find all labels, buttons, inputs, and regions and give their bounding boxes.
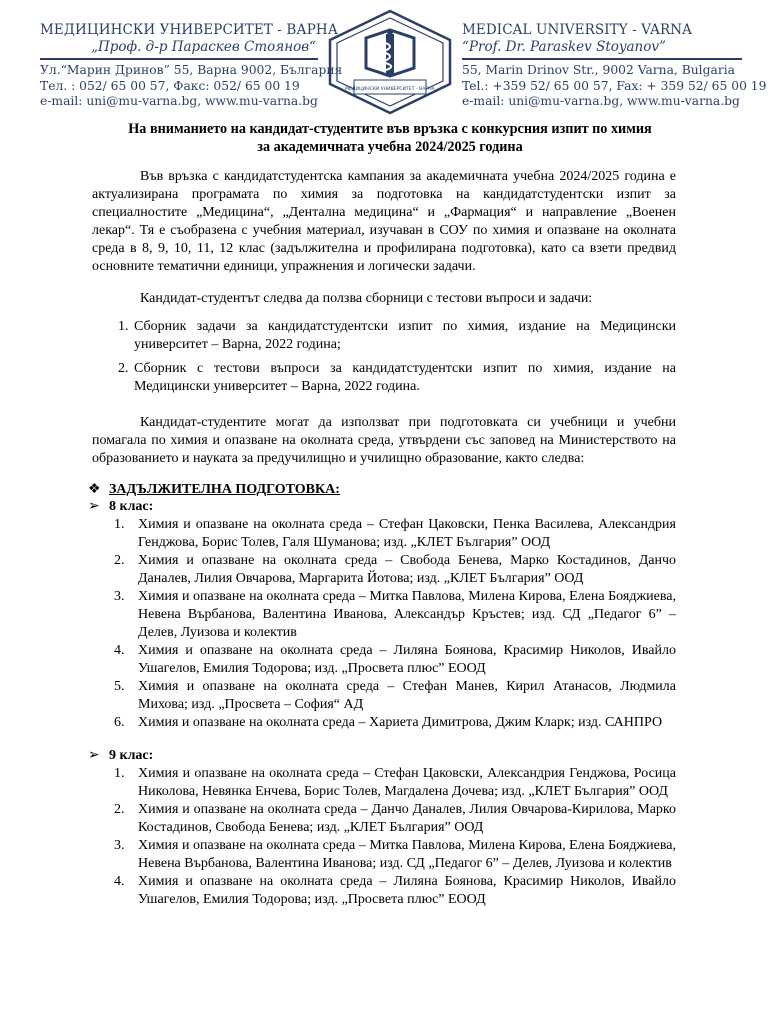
phones-bg: Тел. : 052/ 65 00 57, Факс: 052/ 65 00 19	[40, 78, 300, 93]
list-item-text: Химия и опазване на околната среда – Митка Павлова, Милена Кирова, Елена Бояджиева, Невена Върбанова, Валентина Иванова, Александър Кръстев; изд. СД „Педагог 6” – Делев, Луизова и колектив	[138, 589, 676, 640]
list-item-number: 4.	[114, 874, 125, 889]
list-item-text: Химия и опазване на околната среда – Свобода Бенева, Марко Костадинов, Данчо Даналев, Лилия Овчарова, Маргарита Йотова; изд. „КЛЕТ България” ООД	[138, 553, 676, 586]
email-bg: e-mail: uni@mu-varna.bg, www.mu-varna.bg	[40, 94, 318, 108]
grade-8-heading	[88, 498, 153, 516]
list-item-text: Химия и опазване на околната среда – Стефан Цаковски, Пенка Василева, Александрия Генджова, Борис Толев, Галя Шуманова; изд. „КЛЕТ България” ООД	[138, 517, 676, 550]
textbooks-intro: Кандидат-студентите могат да използват при подготовката си учебници и учебни помагала по химия и опазване на околната среда, утвърдени със заповед на Министерството на образованието и науката за предучилищно и училищно образование, както следва:	[92, 415, 676, 466]
letterhead-bulgarian	[40, 22, 343, 110]
university-name-bg: МЕДИЦИНСКИ УНИВЕРСИТЕТ - ВАРНА	[40, 22, 339, 38]
collections-list	[92, 318, 676, 402]
letterhead-rule-right	[462, 58, 742, 60]
letterhead-english	[462, 22, 767, 110]
intro-paragraph: Във връзка с кандидатстудентска кампания за академичната учебна 2024/2025 година е актуализирана програмата по химия за подготовка на кандидатстудентски изпит за специалностите „Медицина“, „Дентална медицина“ и „Фармация“ и направление „Военен лекар“. Тя е съобразена с учебния материал, изучаван в СОУ по химия и опазване на околната среда в 8, 9, 10, 11, 12 клас (задължителна и профилирана подготовка), като са взети предвид основните тематични единици, упражнения и логически задачи.	[92, 169, 676, 274]
title-line-1: На вниманието на кандидат-студентите във връзка с конкурсния изпит по химия	[128, 121, 652, 137]
email-en: e-mail: uni@mu-varna.bg, www.mu-varna.bg	[462, 94, 740, 108]
list-item-number: 1.	[118, 319, 129, 334]
list-item-text: Химия и опазване на околната среда – Лиляна Боянова, Красимир Николов, Ивайло Ушагелов, Емилия Тодорова; изд. „Просвета плюс” ЕООД	[138, 643, 676, 676]
list-item-text: Химия и опазване на околната среда – Хариета Димитрова, Джим Кларк; изд. САНПРО	[138, 715, 663, 730]
title-line-2: за академичната учебна 2024/2025 година	[257, 139, 523, 155]
list-item	[92, 678, 676, 714]
list-item	[92, 552, 676, 588]
list-item	[92, 873, 676, 909]
list-item-text: Сборник задачи за кандидатстудентски изпит по химия, издание на Медицински университет – Варна, 2022 година;	[134, 319, 676, 352]
collections-intro: Кандидат-студентът следва да ползва сборници с тестови въпроси и задачи:	[140, 291, 593, 306]
university-logo	[326, 8, 454, 116]
list-item	[92, 714, 676, 732]
grade-9-heading	[88, 747, 153, 765]
list-item-number: 2.	[114, 553, 125, 568]
list-item-number: 6.	[114, 715, 125, 730]
list-item-number: 1.	[114, 766, 125, 781]
university-patron-en: “Prof. Dr. Paraskev Stoyanov”	[462, 39, 666, 55]
list-item-text: Химия и опазване на околната среда – Данчо Даналев, Лилия Овчарова-Кирилова, Марко Костадинов, Свобода Бенева; изд. „КЛЕТ България” ООД	[138, 802, 676, 835]
list-item-text: Химия и опазване на околната среда – Стефан Цаковски, Александрия Генджова, Росица Николова, Невянка Енчева, Борис Толев, Магдалена Дочева; изд. „КЛЕТ България” ООД	[138, 766, 676, 799]
list-item	[92, 642, 676, 678]
list-item-text: Химия и опазване на околната среда – Стефан Манев, Кирил Атанасов, Людмила Михова; изд. „Просвета – София“ АД	[138, 679, 676, 712]
mandatory-heading-text: ЗАДЪЛЖИТЕЛНА ПОДГОТОВКА:	[109, 482, 340, 497]
list-item	[92, 837, 676, 873]
list-item	[92, 588, 676, 642]
list-item	[92, 765, 676, 801]
grade-9-books	[92, 765, 676, 909]
mandatory-heading	[88, 481, 340, 499]
list-item	[92, 516, 676, 552]
grade-8-books	[92, 516, 676, 732]
logo-text: МЕДИЦИНСКИ УНИВЕРСИТЕТ - ВАРНА	[345, 87, 435, 92]
address-en: 55, Marin Drinov Str., 9002 Varna, Bulgaria	[462, 63, 735, 77]
arrow-bullet-icon: ➢	[88, 748, 100, 763]
list-item-number: 2.	[118, 361, 129, 376]
list-item-text: Сборник с тестови въпроси за кандидатстудентски изпит по химия, издание на Медицински университет – Варна, 2022 година.	[134, 361, 676, 394]
letterhead-rule-left	[40, 58, 318, 60]
list-item-number: 2.	[114, 802, 125, 817]
list-item-number: 4.	[114, 643, 125, 658]
list-item	[92, 318, 676, 354]
diamond-bullet-icon: ❖	[88, 482, 101, 497]
list-item-text: Химия и опазване на околната среда – Лиляна Боянова, Красимир Николов, Ивайло Ушагелов, Емилия Тодорова; изд. „Просвета плюс” ЕООД	[138, 874, 676, 907]
arrow-bullet-icon: ➢	[88, 499, 100, 514]
list-item-number: 3.	[114, 838, 125, 853]
list-item	[92, 801, 676, 837]
document-title	[40, 120, 740, 156]
list-item-text: Химия и опазване на околната среда – Митка Павлова, Милена Кирова, Елена Бояджиева, Невена Върбанова, Валентина Иванова; изд. СД „Педагог 6” – Делев, Луизова и колектив	[138, 838, 676, 871]
university-patron-bg: „Проф. д-р Параскев Стоянов“	[91, 39, 316, 55]
grade-label: 9 клас:	[109, 748, 154, 763]
list-item	[92, 360, 676, 396]
list-item-number: 1.	[114, 517, 125, 532]
university-name-en: MEDICAL UNIVERSITY - VARNA	[462, 22, 693, 38]
address-bg: Ул.“Марин Дринов” 55, Варна 9002, България	[40, 63, 343, 77]
list-item-number: 3.	[114, 589, 125, 604]
grade-label: 8 клас:	[109, 499, 154, 514]
list-item-number: 5.	[114, 679, 125, 694]
phones-en: Tel.: +359 52/ 65 00 57, Fax: + 359 52/ 65 00 19	[462, 78, 767, 93]
